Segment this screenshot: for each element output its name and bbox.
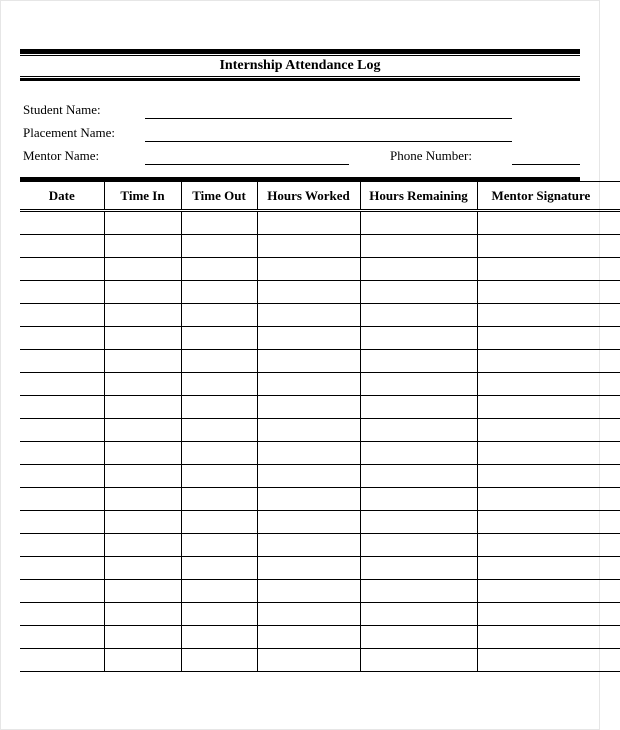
table-cell[interactable] (181, 327, 257, 350)
table-cell[interactable] (20, 603, 104, 626)
table-cell[interactable] (104, 511, 181, 534)
table-cell[interactable] (181, 649, 257, 672)
table-cell[interactable] (360, 281, 477, 304)
table-cell[interactable] (257, 488, 360, 511)
table-cell[interactable] (360, 488, 477, 511)
table-cell[interactable] (20, 258, 104, 281)
table-row (20, 350, 620, 373)
table-cell[interactable] (257, 511, 360, 534)
table-cell[interactable] (257, 580, 360, 603)
table-cell[interactable] (477, 419, 620, 442)
table-cell[interactable] (181, 465, 257, 488)
table-cell[interactable] (257, 626, 360, 649)
table-cell[interactable] (104, 465, 181, 488)
table-cell[interactable] (477, 580, 620, 603)
table-cell[interactable] (20, 419, 104, 442)
placement-name-label: Placement Name: (23, 125, 116, 140)
table-cell[interactable] (477, 626, 620, 649)
table-row (20, 534, 620, 557)
table-row (20, 327, 620, 350)
table-cell[interactable] (181, 373, 257, 396)
table-cell[interactable] (104, 626, 181, 649)
table-cell[interactable] (104, 281, 181, 304)
table-cell[interactable] (181, 511, 257, 534)
table-cell[interactable] (360, 603, 477, 626)
table-cell[interactable] (104, 488, 181, 511)
table-cell[interactable] (360, 211, 477, 235)
table-cell[interactable] (20, 557, 104, 580)
table-row (20, 442, 620, 465)
table-cell[interactable] (257, 603, 360, 626)
table-cell[interactable] (104, 557, 181, 580)
table-cell[interactable] (477, 211, 620, 235)
table-cell[interactable] (181, 626, 257, 649)
phone-number-label: Phone Number: (390, 148, 472, 163)
table-cell[interactable] (477, 373, 620, 396)
table-cell[interactable] (181, 258, 257, 281)
table-cell[interactable] (360, 557, 477, 580)
table-cell[interactable] (257, 396, 360, 419)
table-cell[interactable] (360, 373, 477, 396)
table-cell[interactable] (181, 580, 257, 603)
table-cell[interactable] (477, 557, 620, 580)
placement-name-field[interactable] (145, 141, 512, 142)
table-row (20, 211, 620, 235)
table-cell[interactable] (181, 603, 257, 626)
student-name-label: Student Name: (23, 102, 101, 117)
table-cell[interactable] (20, 626, 104, 649)
table-cell[interactable] (20, 327, 104, 350)
table-cell[interactable] (104, 327, 181, 350)
table-cell[interactable] (181, 534, 257, 557)
table-cell[interactable] (181, 350, 257, 373)
table-cell[interactable] (104, 603, 181, 626)
document-title: Internship Attendance Log (20, 55, 580, 77)
table-cell[interactable] (360, 511, 477, 534)
table-cell[interactable] (477, 511, 620, 534)
table-cell[interactable] (104, 649, 181, 672)
table-cell[interactable] (104, 235, 181, 258)
table-cell[interactable] (360, 327, 477, 350)
table-cell[interactable] (181, 304, 257, 327)
table-row (20, 557, 620, 580)
table-cell[interactable] (104, 211, 181, 235)
table-cell[interactable] (257, 211, 360, 235)
table-row (20, 626, 620, 649)
table-cell[interactable] (20, 235, 104, 258)
table-cell[interactable] (181, 419, 257, 442)
column-header-mentor-signature: Mentor Signature (477, 182, 620, 211)
table-row (20, 235, 620, 258)
table-row (20, 258, 620, 281)
table-cell[interactable] (20, 304, 104, 327)
table-cell[interactable] (104, 580, 181, 603)
table-cell[interactable] (360, 580, 477, 603)
table-cell[interactable] (477, 603, 620, 626)
table-cell[interactable] (104, 419, 181, 442)
table-cell[interactable] (360, 235, 477, 258)
mentor-name-field[interactable] (145, 164, 349, 165)
table-row (20, 603, 620, 626)
table-cell[interactable] (257, 235, 360, 258)
table-cell[interactable] (104, 442, 181, 465)
info-fields (20, 81, 580, 177)
table-cell[interactable] (360, 649, 477, 672)
table-cell[interactable] (477, 235, 620, 258)
table-cell[interactable] (360, 442, 477, 465)
table-cell[interactable] (257, 258, 360, 281)
table-row (20, 373, 620, 396)
table-row (20, 281, 620, 304)
table-cell[interactable] (360, 396, 477, 419)
table-cell[interactable] (20, 442, 104, 465)
table-row (20, 488, 620, 511)
column-header-time-out: Time Out (181, 182, 257, 211)
table-cell[interactable] (20, 465, 104, 488)
table-cell[interactable] (360, 626, 477, 649)
table-cell[interactable] (20, 511, 104, 534)
table-cell[interactable] (477, 350, 620, 373)
table-row (20, 580, 620, 603)
table-cell[interactable] (20, 211, 104, 235)
table-cell[interactable] (477, 442, 620, 465)
table-cell[interactable] (104, 534, 181, 557)
column-header-time-in: Time In (104, 182, 181, 211)
table-cell[interactable] (181, 211, 257, 235)
table-cell[interactable] (257, 649, 360, 672)
table-row (20, 419, 620, 442)
table-cell[interactable] (20, 488, 104, 511)
table-cell[interactable] (257, 442, 360, 465)
table-cell[interactable] (181, 396, 257, 419)
table-row (20, 649, 620, 672)
table-row (20, 396, 620, 419)
column-header-hours-worked: Hours Worked (257, 182, 360, 211)
table-cell[interactable] (20, 396, 104, 419)
table-cell[interactable] (360, 350, 477, 373)
table-cell[interactable] (20, 281, 104, 304)
table-cell[interactable] (477, 534, 620, 557)
column-header-date: Date (20, 182, 104, 211)
table-cell[interactable] (477, 281, 620, 304)
table-cell[interactable] (104, 373, 181, 396)
table-cell[interactable] (360, 258, 477, 281)
table-cell[interactable] (477, 258, 620, 281)
table-cell[interactable] (257, 327, 360, 350)
table-cell[interactable] (181, 442, 257, 465)
table-header-row (20, 182, 620, 211)
table-cell[interactable] (360, 534, 477, 557)
table-cell[interactable] (257, 373, 360, 396)
table-cell[interactable] (360, 304, 477, 327)
attendance-log-sheet (20, 49, 591, 672)
table-cell[interactable] (104, 304, 181, 327)
student-name-field[interactable] (145, 118, 512, 119)
table-cell[interactable] (360, 465, 477, 488)
table-cell[interactable] (360, 419, 477, 442)
table-cell[interactable] (477, 396, 620, 419)
title-band (20, 49, 580, 81)
table-cell[interactable] (181, 281, 257, 304)
mentor-name-label: Mentor Name: (23, 148, 100, 163)
table-cell[interactable] (257, 419, 360, 442)
phone-number-field[interactable] (512, 164, 580, 165)
table-cell[interactable] (257, 304, 360, 327)
table-cell[interactable] (20, 350, 104, 373)
table-cell[interactable] (104, 396, 181, 419)
table-cell[interactable] (20, 534, 104, 557)
table-cell[interactable] (181, 488, 257, 511)
table-cell[interactable] (477, 465, 620, 488)
table-cell[interactable] (477, 304, 620, 327)
table-cell[interactable] (257, 281, 360, 304)
table-cell[interactable] (20, 580, 104, 603)
table-cell[interactable] (104, 350, 181, 373)
table-cell[interactable] (257, 350, 360, 373)
attendance-table (20, 177, 591, 672)
table-cell[interactable] (20, 649, 104, 672)
table-cell[interactable] (257, 465, 360, 488)
table-row (20, 304, 620, 327)
table-row (20, 511, 620, 534)
column-header-hours-remaining: Hours Remaining (360, 182, 477, 211)
table-cell[interactable] (257, 557, 360, 580)
table-body (20, 211, 620, 672)
table-cell[interactable] (181, 235, 257, 258)
table-cell[interactable] (257, 534, 360, 557)
table-cell[interactable] (477, 488, 620, 511)
table-cell[interactable] (477, 649, 620, 672)
table-row (20, 465, 620, 488)
table-cell[interactable] (181, 557, 257, 580)
table-cell[interactable] (20, 373, 104, 396)
table-cell[interactable] (104, 258, 181, 281)
table-cell[interactable] (477, 327, 620, 350)
